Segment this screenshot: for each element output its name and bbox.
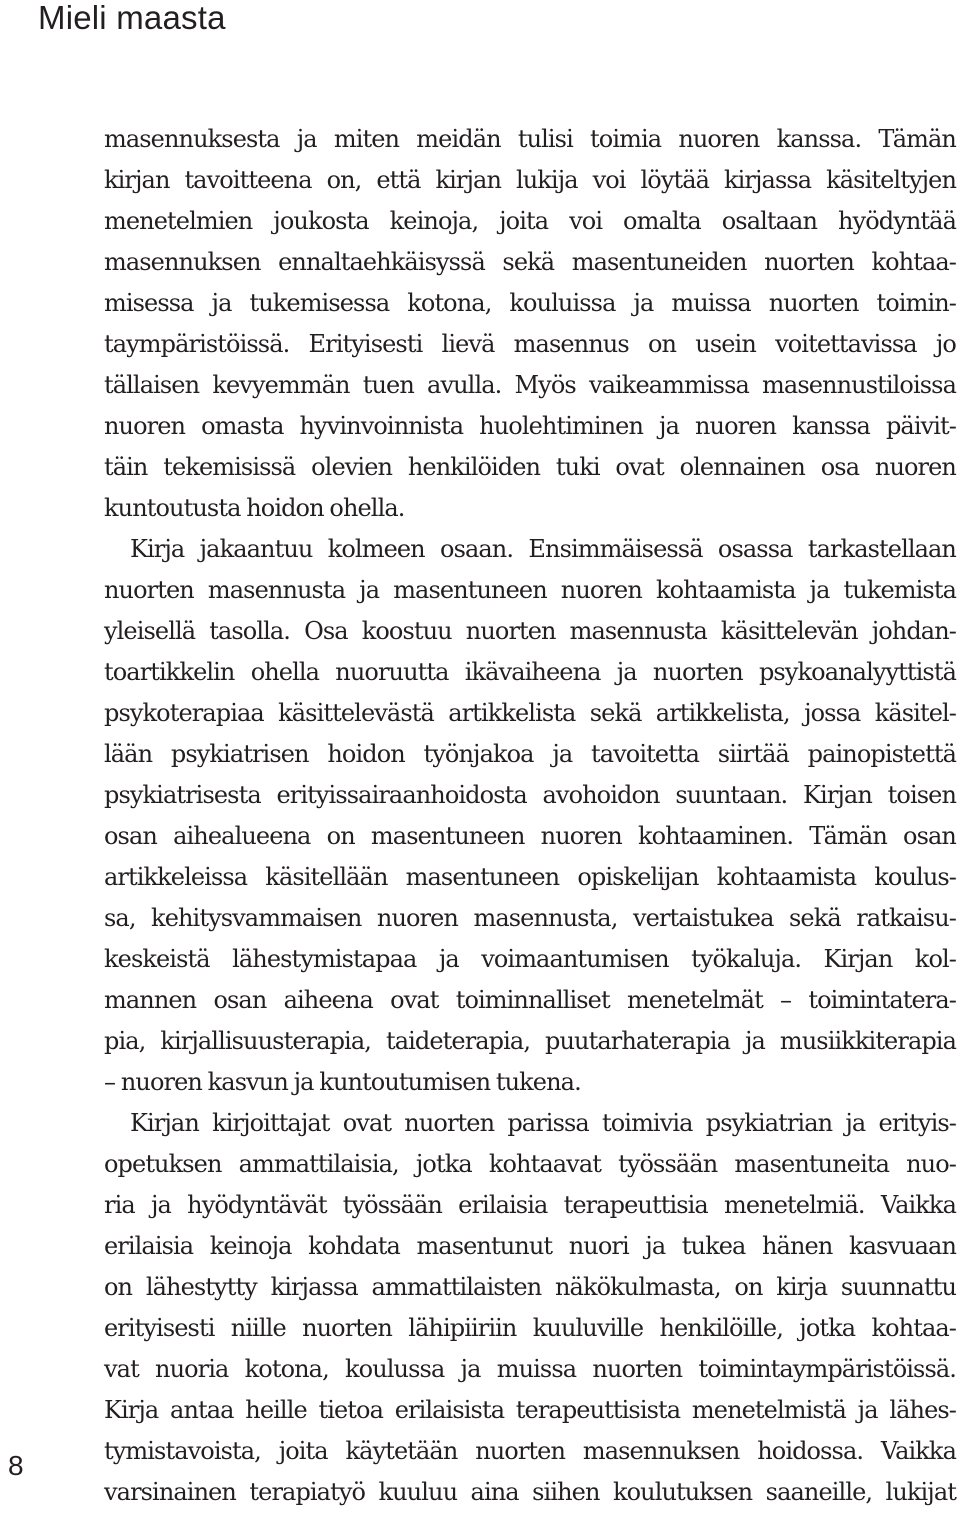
text-line: lään psykiatrisen hoidon työnjakoa ja tavoitetta siirtää painopistettä bbox=[104, 740, 956, 768]
page-number: 8 bbox=[8, 1450, 24, 1481]
body-text bbox=[104, 119, 956, 1513]
running-head: Mieli maasta bbox=[38, 0, 226, 36]
text-line: taympäristöissä. Erityisesti lievä masennus on usein voitettavissa jo bbox=[104, 330, 956, 358]
text-line: toartikkelin ohella nuoruutta ikävaiheena ja nuorten psykoanalyyttistä bbox=[104, 658, 956, 686]
text-line: tällaisen kevyemmän tuen avulla. Myös vaikeammissa masennustiloissa bbox=[104, 371, 956, 399]
text-line: varsinainen terapiatyö kuuluu aina siihen koulutuksen saaneille, lukijat bbox=[104, 1478, 956, 1506]
text-line: mannen osan aiheena ovat toiminnalliset menetelmät – toimintatera- bbox=[104, 986, 956, 1014]
text-line: psykiatrisesta erityissairaanhoidosta avohoidon suuntaan. Kirjan toisen bbox=[104, 781, 956, 809]
text-line: erityisesti niille nuorten lähipiiriin kuuluville henkilöille, jotka kohtaa- bbox=[104, 1314, 956, 1342]
text-line: nuorten masennusta ja masentuneen nuoren kohtaamista ja tukemista bbox=[104, 576, 956, 604]
text-line: yleisellä tasolla. Osa koostuu nuorten masennusta käsittelevän johdan- bbox=[104, 617, 956, 645]
text-line: osan aihealueena on masentuneen nuoren kohtaaminen. Tämän osan bbox=[104, 822, 956, 850]
text-line: opetuksen ammattilaisia, jotka kohtaavat työssään masentuneita nuo- bbox=[104, 1150, 956, 1178]
text-line: tymistavoista, joita käytetään nuorten masennuksen hoidossa. Vaikka bbox=[104, 1437, 956, 1465]
paragraph-3 bbox=[104, 1103, 956, 1513]
text-line: psykoterapiaa käsittelevästä artikkelista sekä artikkelista, jossa käsitel- bbox=[104, 699, 956, 727]
text-line: Kirja antaa heille tietoa erilaisista terapeuttisista menetelmistä ja lähes- bbox=[104, 1396, 956, 1424]
text-line: Kirja jakaantuu kolmeen osaan. Ensimmäisessä osassa tarkastellaan bbox=[130, 535, 956, 563]
text-line: kuntoutusta hoidon ohella. bbox=[104, 494, 405, 522]
text-line: ria ja hyödyntävät työssään erilaisia terapeuttisia menetelmiä. Vaikka bbox=[104, 1191, 956, 1219]
text-line: täin tekemisissä olevien henkilöiden tuki ovat olennainen osa nuoren bbox=[104, 453, 956, 481]
text-line: vat nuoria kotona, koulussa ja muissa nuorten toimintaympäristöissä. bbox=[104, 1355, 956, 1383]
text-line: artikkeleissa käsitellään masentuneen opiskelijan kohtaamista koulus- bbox=[104, 863, 956, 891]
text-line: masennuksesta ja miten meidän tulisi toimia nuoren kanssa. Tämän bbox=[104, 125, 956, 153]
text-line: kirjan tavoitteena on, että kirjan lukija voi löytää kirjassa käsiteltyjen bbox=[104, 166, 956, 194]
text-line: misessa ja tukemisessa kotona, kouluissa ja muissa nuorten toimin- bbox=[104, 289, 956, 317]
text-line: nuoren omasta hyvinvoinnista huolehtiminen ja nuoren kanssa päivit- bbox=[104, 412, 956, 440]
text-line: pia, kirjallisuusterapia, taideterapia, puutarhaterapia ja musiikkiterapia bbox=[104, 1027, 956, 1055]
text-line: menetelmien joukosta keinoja, joita voi omalta osaltaan hyödyntää bbox=[104, 207, 956, 235]
text-line: masennuksen ennaltaehkäisyssä sekä masentuneiden nuorten kohtaa- bbox=[104, 248, 956, 276]
text-line: sa, kehitysvammaisen nuoren masennusta, vertaistukea sekä ratkaisu- bbox=[104, 904, 956, 932]
text-line: – nuoren kasvun ja kuntoutumisen tukena. bbox=[104, 1068, 581, 1096]
text-line: keskeistä lähestymistapaa ja voimaantumisen työkaluja. Kirjan kol- bbox=[104, 945, 956, 973]
text-line: erilaisia keinoja kohdata masentunut nuori ja tukea hänen kasvuaan bbox=[104, 1232, 956, 1260]
text-line: on lähestytty kirjassa ammattilaisten näkökulmasta, on kirja suunnattu bbox=[104, 1273, 956, 1301]
paragraph-1 bbox=[104, 119, 956, 529]
paragraph-2 bbox=[104, 529, 956, 1103]
text-line: Kirjan kirjoittajat ovat nuorten parissa toimivia psykiatrian ja erityis- bbox=[130, 1109, 956, 1137]
